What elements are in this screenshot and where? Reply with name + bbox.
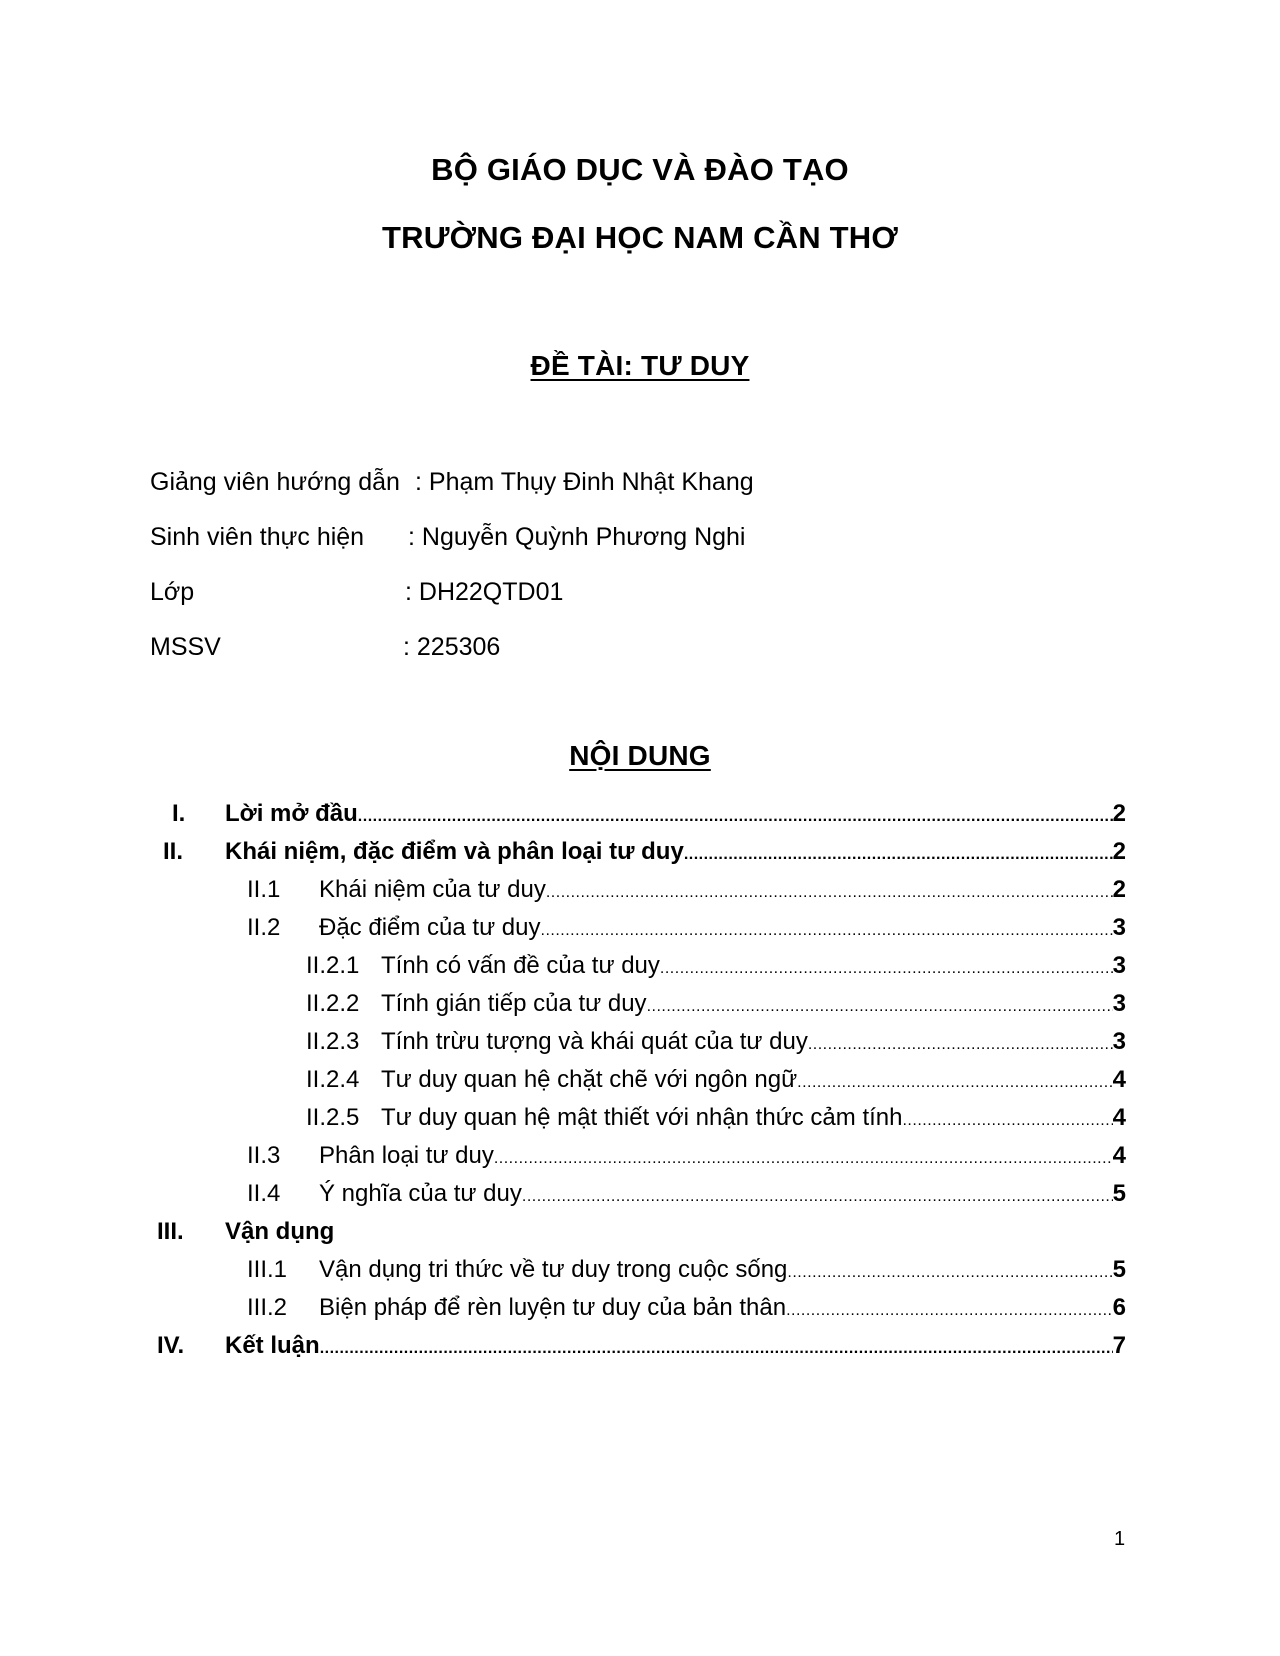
toc-item-entry [319,876,1126,904]
toc-item-text: Khái niệm của tư duy [319,876,546,903]
info-label-lecturer: Giảng viên hướng dẫn [150,468,400,496]
toc-item-entry [319,1180,1126,1208]
toc-item[interactable] [157,1332,1126,1364]
toc-item-number: III. [157,1218,184,1245]
toc-item-text: Tính trừu tượng và khái quát của tư duy [381,1028,808,1055]
toc-item-number: II.2.2 [306,990,360,1017]
toc-item-text: Ý nghĩa của tư duy [319,1180,522,1207]
toc-item[interactable] [247,1180,1126,1212]
toc-item-text: Vận dụng tri thức về tư duy trong cuộc sống [319,1256,788,1283]
toc-item-entry [319,1142,1126,1170]
info-value-student-id: : 225306 [403,633,501,661]
toc-item-leader [647,998,1113,1016]
toc-item-number: III.1 [247,1256,288,1283]
info-label-class: Lớp [150,578,195,606]
toc-item-leader [684,846,1113,864]
toc-item[interactable] [306,952,1126,984]
toc-item-text: Tư duy quan hệ mật thiết với nhận thức cảm tính [381,1104,903,1131]
toc-item-number: II.3 [247,1142,281,1169]
toc-item-number: II.2.5 [306,1104,360,1131]
toc-item-text: Biện pháp để rèn luyện tư duy của bản thân [319,1294,787,1321]
toc-item-entry [319,1256,1126,1284]
toc-item-page: 3 [1112,914,1126,941]
toc-item[interactable] [306,990,1126,1022]
toc-item[interactable] [306,1066,1126,1098]
toc-item-entry [225,1332,1126,1360]
toc-item-number: II.2.3 [306,1028,360,1055]
toc-item-entry [381,1028,1126,1056]
toc-item-text: Khái niệm, đặc điểm và phân loại tư duy [225,838,684,865]
info-value-class: : DH22QTD01 [405,578,564,606]
university-heading: TRƯỜNG ĐẠI HỌC NAM CẦN THƠ [381,220,899,255]
toc-item-page: 3 [1112,990,1126,1017]
toc-item-page: 2 [1112,800,1126,827]
toc-item-page: 6 [1112,1294,1126,1321]
toc-item[interactable] [170,800,1126,832]
toc-heading-text: NỘI DUNG [569,740,711,771]
toc-item-leader [358,808,1113,826]
toc-item-leader [494,1150,1113,1168]
toc-heading [0,740,1280,772]
toc-item-entry [225,838,1126,866]
toc-item-page: 5 [1112,1256,1126,1283]
toc-item-leader [797,1074,1113,1092]
toc-item-leader [660,960,1113,978]
toc-item-page: 4 [1112,1066,1126,1093]
page-number: 1 [1114,1528,1126,1550]
toc-item-page: 4 [1112,1142,1126,1169]
info-label-student: Sinh viên thực hiện [150,523,365,551]
toc-item-page: 3 [1112,1028,1126,1055]
toc-item-leader [786,1302,1113,1320]
toc-item-text: Tính có vấn đề của tư duy [381,952,660,979]
toc-item-text: Tư duy quan hệ chặt chẽ với ngôn ngữ [381,1066,798,1093]
toc-item-text: Lời mở đầu [225,800,358,827]
toc-item-number: II.2.4 [306,1066,360,1093]
toc-item-number: II.1 [247,876,281,903]
toc-item[interactable] [247,1294,1126,1326]
toc-item-entry [225,800,1126,828]
toc-item-page: 4 [1112,1104,1126,1131]
toc-item-text: Kết luận [225,1332,320,1359]
toc-item[interactable] [247,1256,1126,1288]
toc-item-entry [319,1294,1126,1322]
toc-item-leader [787,1264,1112,1282]
toc-item-entry [381,952,1126,980]
toc-item-text: Phân loại tư duy [319,1142,494,1169]
toc-item[interactable] [247,914,1126,946]
toc-item-entry [381,1066,1126,1094]
toc-item-number: I. [172,800,186,827]
topic-title [0,350,1280,382]
toc-item[interactable] [157,1218,1126,1250]
toc-item-page: 2 [1112,838,1126,865]
toc-item-page: 2 [1112,876,1126,903]
toc-item-number: II.2.1 [306,952,360,979]
toc-item-entry [319,914,1126,942]
toc-item[interactable] [306,1028,1126,1060]
toc-item-leader [808,1036,1113,1054]
toc-item-number: II.4 [247,1180,281,1207]
toc-item-leader [522,1188,1113,1206]
toc-item[interactable] [247,1142,1126,1174]
toc-item-leader [320,1340,1113,1358]
topic-title-text: ĐỀ TÀI: TƯ DUY [530,350,750,381]
ministry-heading: BỘ GIÁO DỤC VÀ ĐÀO TẠO [431,152,849,187]
toc-item-leader [541,922,1113,940]
toc-item[interactable] [163,838,1126,870]
info-value-student: : Nguyễn Quỳnh Phương Nghi [408,523,746,551]
toc-item-leader [902,1112,1112,1130]
toc-item-text: Tính gián tiếp của tư duy [381,990,647,1017]
toc-item-number: II.2 [247,914,281,941]
toc-item-text: Vận dụng [225,1218,335,1245]
toc-item-number: III.2 [247,1294,288,1321]
toc-item-page: 3 [1112,952,1126,979]
toc-item-leader [546,884,1113,902]
toc-item-number: II. [163,838,184,865]
toc-item-entry [381,990,1126,1018]
toc-item-number: IV. [157,1332,185,1359]
toc-item[interactable] [247,876,1126,908]
toc-item-entry [381,1104,1126,1132]
toc-item-page: 7 [1112,1332,1126,1359]
toc-item-text: Đặc điểm của tư duy [319,914,541,941]
toc-item-page: 5 [1112,1180,1126,1207]
info-label-student-id: MSSV [150,633,221,661]
toc-item[interactable] [306,1104,1126,1136]
toc-item-entry [225,1218,334,1246]
info-value-lecturer: : Phạm Thụy Đinh Nhật Khang [415,468,754,496]
